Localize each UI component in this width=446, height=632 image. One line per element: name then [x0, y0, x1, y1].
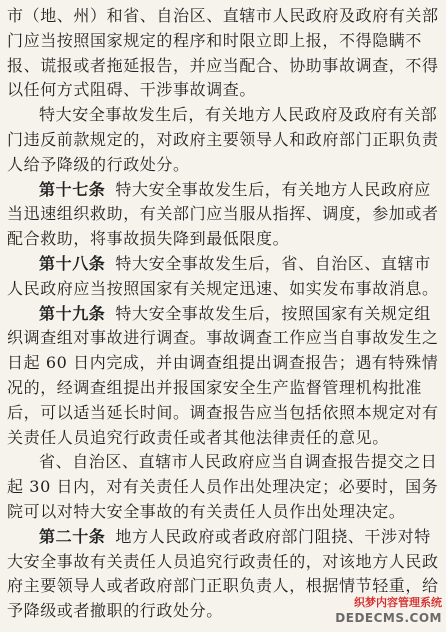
text-line: 报、谎报或者拖延报告，并应当配合、协助事故调查，不得 [7, 55, 439, 75]
article-label: 第十九条 [39, 303, 106, 323]
paragraph [7, 450, 439, 524]
text-line: 门违反前款规定的，对政府主要领导人和政府部门正职负责 [7, 129, 439, 149]
text-line: 关责任人员追究行政责任或者其他法律责任的意见。 [7, 427, 389, 447]
document-page [7, 4, 439, 624]
article-text: 特大安全事故发生后，省、自治区、直辖市 [115, 253, 431, 273]
paragraph [7, 103, 439, 177]
text-line [7, 252, 439, 277]
article-label: 第二十条 [39, 526, 106, 546]
text-line: 况的，经调查组提出并报国家安全生产监督管理机构批准 [7, 377, 423, 397]
text-line: 特大安全事故发生后，有关地方人民政府及政府有关部 [39, 105, 438, 125]
article-label: 第十八条 [39, 253, 106, 273]
text-line: 当迅速组织救助，有关部门应当服从指挥、调度，参加或者 [7, 204, 439, 224]
article-18 [7, 252, 439, 302]
article-text: 特大安全事故发生后，有关地方人民政府应 [115, 179, 431, 199]
text-line: 省、自治区、直辖市人民政府应当自调查报告提交之日 [39, 452, 438, 472]
article-text: 特大安全事故发生后，按照国家有关规定组 [115, 303, 431, 323]
article-text: 地方人民政府或者政府部门阻挠、干涉对特 [115, 526, 431, 546]
article-label: 第十七条 [39, 179, 106, 199]
text-line [7, 178, 439, 203]
text-line: 院可以对特大安全事故的有关责任人员作出处理决定。 [7, 501, 406, 521]
text-line: 予降级或者撤职的行政处分。 [7, 601, 223, 621]
text-line: 以任何方式阻碍、干涉事故调查。 [7, 80, 257, 100]
text-line: 日起 60 日内完成，并由调查组提出调查报告；遇有特殊情 [7, 353, 439, 373]
text-line: 府主要领导人或者政府部门正职负责人，根据情节轻重，给 [7, 576, 439, 596]
article-17 [7, 178, 439, 252]
site-watermark [316, 595, 442, 629]
text-line: 起 30 日内，对有关责任人员作出处理决定；必要时，国务 [7, 477, 439, 497]
text-line: 人民政府应当按照国家有关规定迅速、如实发布事故消息。 [7, 278, 439, 298]
text-line: 织调查组对事故进行调查。事故调查工作应当自事故发生之 [7, 328, 439, 348]
watermark-title: 织梦内容管理系统 [354, 596, 442, 609]
paragraph [7, 4, 439, 103]
text-line: 人给予降级的行政处分。 [7, 154, 190, 174]
text-line [7, 302, 439, 327]
text-line: 后，可以适当延长时间。调查报告应当包括依照本规定对有 [7, 402, 439, 422]
text-line: 大安全事故有关责任人员追究行政责任的，对该地方人民政 [7, 551, 439, 571]
text-line: 市（地、州）和省、自治区、直辖市人民政府及政府有关部 [7, 6, 439, 25]
text-line: 配合救助，将事故损失降到最低限度。 [7, 229, 290, 249]
text-line [7, 525, 439, 550]
watermark-domain: DEDECMS.COM [335, 611, 442, 625]
text-line: 门应当按照国家规定的程序和时限立即上报，不得隐瞒不 [7, 30, 423, 50]
article-19 [7, 302, 439, 451]
